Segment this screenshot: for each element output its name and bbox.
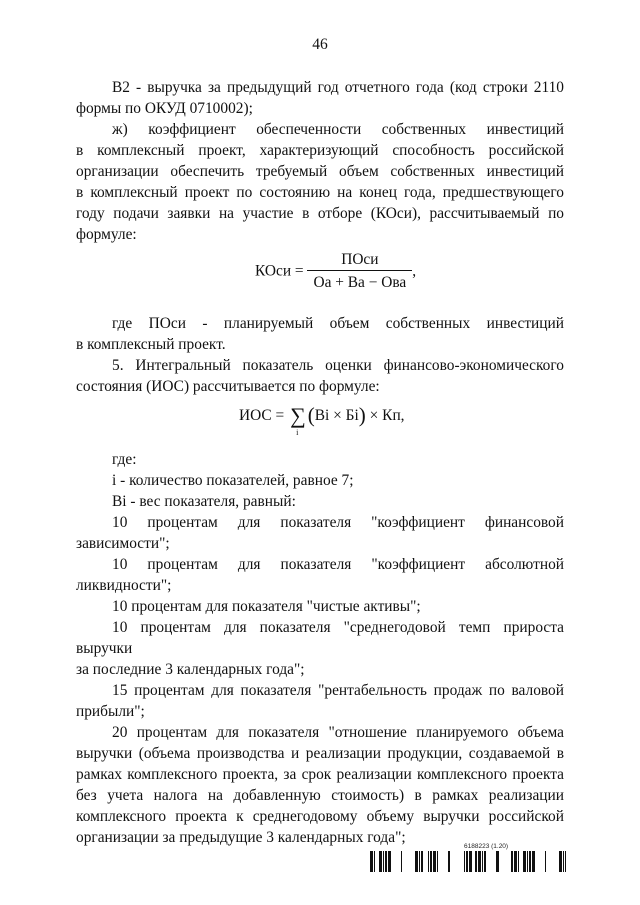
barcode-bar xyxy=(563,851,564,872)
barcode-bar xyxy=(523,851,526,872)
document-code: 6188223 (1.20) xyxy=(464,843,509,850)
fraction xyxy=(307,252,412,291)
text-line: прибыли"; xyxy=(76,703,145,720)
text-line: зависимости"; xyxy=(76,535,170,552)
text-line: за последние 3 календарных года"; xyxy=(76,661,305,678)
barcode-bar xyxy=(518,851,519,872)
barcode-icon xyxy=(370,851,566,872)
barcode-bar xyxy=(385,851,387,872)
barcode-bar xyxy=(514,851,517,872)
text-line: в комплексный проект. xyxy=(76,336,226,353)
text-line: 15 процентам для показателя "рентабельность продаж по валовой xyxy=(112,682,564,699)
text-line: формуле: xyxy=(76,226,137,243)
text-line: 10 процентам для показателя "чистые активы"; xyxy=(112,598,421,615)
barcode-bar xyxy=(379,851,382,872)
barcode-bar xyxy=(437,851,438,872)
left-paren: ( xyxy=(307,403,315,427)
barcode-bar xyxy=(496,851,499,872)
text-line: в комплексный проект по состоянию на конец года, предшествующего xyxy=(76,184,564,201)
barcode-bar xyxy=(545,851,546,872)
barcode-bar xyxy=(529,851,531,872)
barcode-bar xyxy=(559,851,562,872)
fraction-denominator: Оа + Ва − Ова xyxy=(313,274,407,292)
text-line: Вi - вес показателя, равный: xyxy=(112,493,296,510)
barcode-bar xyxy=(482,851,483,872)
barcode-bar xyxy=(383,851,384,872)
text-block-1 xyxy=(76,77,564,245)
text-line: 10 процентам для показателя "коэффициент финансовой xyxy=(112,514,564,531)
barcode-bar xyxy=(421,851,423,872)
formula-lhs: ИОС = xyxy=(239,407,285,424)
text-line: комплексного проекта к среднегодовому объему выручки российской xyxy=(76,808,564,825)
barcode-bar xyxy=(532,851,535,872)
sigma-index: i xyxy=(296,428,299,437)
barcode-bar xyxy=(401,851,402,872)
text-line: организации обеспечить требуемый объем собственных инвестиций xyxy=(76,163,564,180)
sigma-symbol: ∑ i xyxy=(290,403,306,437)
formula-lhs: КОси = xyxy=(255,262,304,280)
text-line: В2 - выручка за предыдущий год отчетного года (код строки 2110 xyxy=(112,79,564,96)
text-line: в комплексный проект, характеризующий способность российской xyxy=(76,142,564,159)
text-line: ж) коэффициент обеспеченности собственных инвестиций xyxy=(112,121,564,138)
barcode-bar xyxy=(388,851,391,872)
formula-tail: × Кп, xyxy=(369,407,405,424)
text-line: организации за предыдущие 3 календарных года"; xyxy=(76,829,406,846)
text-block-3 xyxy=(76,449,564,848)
text-line: 10 процентам для показателя "среднегодовой темп прироста выручки xyxy=(76,619,564,657)
barcode-bar xyxy=(430,851,432,872)
barcode-bar xyxy=(433,851,436,872)
right-paren: ) xyxy=(358,403,366,427)
text-line: состояния (ИОС) рассчитывается по формуле: xyxy=(76,378,380,395)
barcode-bar xyxy=(565,851,566,872)
text-line: i - количество показателей, равное 7; xyxy=(112,472,354,489)
text-line: рамках комплексного проекта, за срок реализации комплексного проекта xyxy=(76,766,564,783)
text-line: без учета налога на добавленную стоимость) в рамках реализации xyxy=(76,787,564,804)
text-line: где: xyxy=(112,451,137,468)
barcode-bar xyxy=(484,851,486,872)
barcode-bar xyxy=(511,851,513,872)
barcode-bar xyxy=(464,851,465,872)
barcode-bar xyxy=(478,851,481,872)
text-line: 10 процентам для показателя "коэффициент абсолютной xyxy=(112,556,564,573)
barcode-bar xyxy=(370,851,373,872)
text-line: 5. Интегральный показатель оценки финансово-экономического xyxy=(112,357,564,374)
fraction-numerator: ПОси xyxy=(307,252,412,271)
text-line: выручки (объема производства и реализации продукции, создаваемой в xyxy=(76,745,564,762)
text-line: формы по ОКУД 0710002); xyxy=(76,100,253,117)
text-line: 20 процентам для показателя "отношение планируемого объема xyxy=(112,724,564,741)
barcode-bar xyxy=(466,851,468,872)
formula-koci xyxy=(255,252,416,291)
text-block-2 xyxy=(76,313,564,397)
barcode-bar xyxy=(419,851,420,872)
text-line: году подачи заявки на участие в отборе (КОси), рассчитываемый по xyxy=(76,205,564,222)
page-number: 46 xyxy=(312,36,328,53)
barcode-bar xyxy=(475,851,477,872)
text-line: где ПОси - планируемый объем собственных инвестиций xyxy=(112,315,564,332)
barcode-bar xyxy=(527,851,528,872)
formula-ios xyxy=(239,403,405,437)
barcode-bar xyxy=(428,851,429,872)
text-line: ликвидности"; xyxy=(76,577,172,594)
barcode-bar xyxy=(469,851,472,872)
barcode-bar xyxy=(415,851,418,872)
barcode-bar xyxy=(448,851,450,872)
formula-tail: , xyxy=(412,262,417,280)
formula-body: Вi × Бi xyxy=(314,407,359,424)
barcode-bar xyxy=(374,851,375,872)
